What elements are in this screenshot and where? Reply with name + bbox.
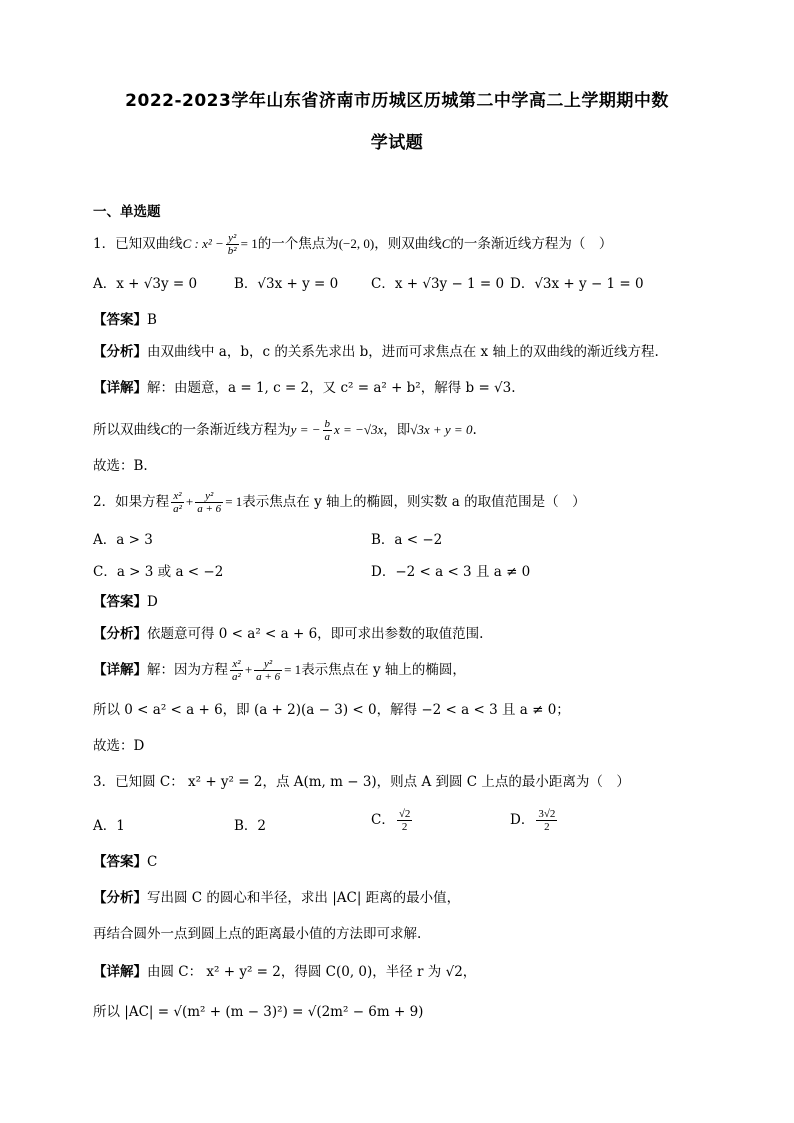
q1-stem-mid: 的一个焦点为 [257, 236, 339, 252]
q3-answer [93, 852, 157, 872]
q2-stem-post: 表示焦点在 y 轴上的椭圆，则实数 a 的取值范围是（ ） [242, 494, 586, 510]
section-heading: 一、单选题 [93, 204, 161, 220]
q1-stem-post2: 的一条渐近线方程为（ ） [450, 236, 613, 252]
q3-analysis [93, 888, 460, 908]
q1-stem-post1: ，则双曲线 [374, 236, 442, 252]
q2-detail-f1-den: a² [232, 671, 241, 683]
q3-detail-text: 由圆 C： x² + y² = 2，得圆 C(0, 0)，半径 r 为 √2， [147, 964, 477, 980]
q1-line2-fraction [323, 418, 333, 443]
q3-option-a: A．1 [93, 818, 125, 834]
q1-line2-eq2: x = −√3x [334, 422, 384, 437]
q1-option-c: C．x + √3y − 1 = 0 [371, 276, 505, 292]
q2-answer [93, 592, 158, 612]
q3-option-d [510, 808, 559, 833]
q3-option-c-fraction [397, 808, 413, 833]
q1-stem [93, 232, 612, 257]
q3-option-c-num: √2 [398, 808, 411, 820]
q1-equation-right: = 1 [240, 236, 258, 251]
q1-line2-prefix: 所以双曲线 [93, 422, 161, 438]
q3-stem: 3．已知圆 C： x² + y² = 2，点 A(m, m − 3)，则点 A 到圆 C 上点的最小距离为（ ） [93, 774, 630, 790]
q1-option-d: D．√3x + y − 1 = 0 [510, 276, 644, 292]
q1-answer-label: 【答案】 [93, 312, 147, 328]
q1-line2-end: . [472, 422, 477, 438]
q3-option-d-num: 3√2 [538, 808, 556, 820]
q2-detail-f1-num: x² [230, 658, 243, 671]
q2-detail-plus: + [244, 662, 253, 677]
q2-fraction-1 [171, 490, 184, 515]
q2-fraction-2 [195, 490, 223, 515]
q1-answer [93, 310, 157, 330]
q2-equals: = 1 [225, 494, 243, 509]
q2-stem [93, 490, 586, 515]
q1-detail-label: 【详解】 [93, 380, 147, 396]
q3-detail [93, 962, 476, 982]
q1-analysis-label: 【分析】 [93, 344, 147, 360]
q3-analysis-text: 写出圆 C 的圆心和半径，求出 |AC| 距离的最小值， [147, 890, 461, 906]
q2-detail-f2-num: y² [254, 658, 282, 671]
q2-plus: + [185, 494, 194, 509]
document-title-line2: 学试题 [370, 133, 424, 153]
q2-stem-prefix: 2．如果方程 [93, 494, 170, 510]
q3-analysis-line2: 再结合圆外一点到圆上点的距离最小值的方法即可求解. [93, 926, 422, 942]
q2-analysis-label: 【分析】 [93, 626, 147, 642]
q1-line2-mid: 的一条渐近线方程为 [169, 422, 291, 438]
q2-analysis [93, 624, 483, 644]
q2-detail-equals: = 1 [284, 662, 302, 677]
q2-detail [93, 658, 466, 683]
q3-detail-label: 【详解】 [93, 964, 147, 980]
q2-detail-f2-den: a + 6 [256, 671, 281, 683]
q2-f2-den: a + 6 [197, 503, 222, 515]
q3-option-b: B．2 [234, 818, 267, 834]
q1-conclusion: 故选：B. [93, 458, 148, 474]
q2-analysis-text: 依题意可得 0 < a² < a + 6，即可求出参数的取值范围. [147, 626, 484, 642]
q2-conclusion: 故选：D [93, 738, 145, 754]
q3-option-c-den: 2 [401, 821, 408, 833]
q3-answer-value: C [147, 854, 158, 870]
q3-analysis-label: 【分析】 [93, 890, 147, 906]
q2-option-d: D．−2 < a < 3 且 a ≠ 0 [371, 564, 531, 580]
q2-detail-line2: 所以 0 < a² < a + 6，即 (a + 2)(a − 3) < 0，解得 −2 < a < 3 且 a ≠ 0； [93, 702, 570, 718]
q3-option-c-label: C． [371, 812, 395, 828]
q1-equation-fraction [226, 232, 239, 257]
q2-answer-value: D [147, 594, 158, 610]
q3-option-c [371, 808, 414, 833]
q2-detail-fraction-1 [230, 658, 243, 683]
q1-line2-frac-num: b [324, 418, 330, 430]
q1-stem-prefix: 1．已知双曲线 [93, 236, 183, 252]
q2-option-b: B．a < −2 [371, 532, 443, 548]
q1-focus: (−2, 0) [338, 236, 375, 251]
q3-option-d-den: 2 [544, 821, 550, 833]
q1-fraction-numerator: y² [226, 232, 239, 245]
q1-line2-frac-den: a [324, 431, 330, 443]
q1-line2-eq3: √3x + y = 0 [410, 422, 473, 437]
q2-f1-num: x² [171, 490, 184, 503]
q3-option-d-fraction [536, 808, 557, 833]
q1-answer-value: B [147, 312, 157, 328]
q1-curve-c: C [441, 236, 451, 251]
q3-option-d-label: D． [510, 812, 535, 828]
q2-detail-label: 【详解】 [93, 662, 147, 678]
q2-detail-prefix: 解：因为方程 [147, 662, 228, 678]
q1-line2-mid2: ，即 [383, 422, 411, 438]
q2-f2-num: y² [195, 490, 223, 503]
q2-option-a: A．a > 3 [93, 532, 153, 548]
q3-detail-line2: 所以 |AC| = √(m² + (m − 3)²) = √(2m² − 6m + 9) [93, 1004, 424, 1020]
q2-detail-post: 表示焦点在 y 轴上的椭圆， [301, 662, 466, 678]
q1-equation-left: C : x² − [182, 236, 224, 251]
q1-fraction-denominator: b² [227, 245, 237, 257]
q1-analysis-text: 由双曲线中 a，b，c 的关系先求出 b，进而可求焦点在 x 轴上的双曲线的渐近线方程. [147, 344, 659, 360]
q2-option-c: C．a > 3 或 a < −2 [93, 564, 224, 580]
q1-detail-text: 解：由题意，a = 1, c = 2，又 c² = a² + b²，解得 b = √3. [147, 380, 516, 396]
document-title-line1: 2022-2023学年山东省济南市历城区历城第二中学高二上学期期中数 [125, 91, 669, 111]
q1-analysis [93, 342, 659, 362]
q1-detail-line2 [93, 418, 477, 443]
q1-line2-eq1: y = − [290, 422, 321, 437]
q1-line2-curve: C [160, 422, 170, 437]
q2-answer-label: 【答案】 [93, 594, 147, 610]
q1-option-b: B．√3x + y = 0 [234, 276, 339, 292]
q1-detail [93, 378, 516, 398]
q3-answer-label: 【答案】 [93, 854, 147, 870]
q1-option-a: A．x + √3y = 0 [93, 276, 198, 292]
q2-f1-den: a² [173, 503, 182, 515]
q2-detail-fraction-2 [254, 658, 282, 683]
